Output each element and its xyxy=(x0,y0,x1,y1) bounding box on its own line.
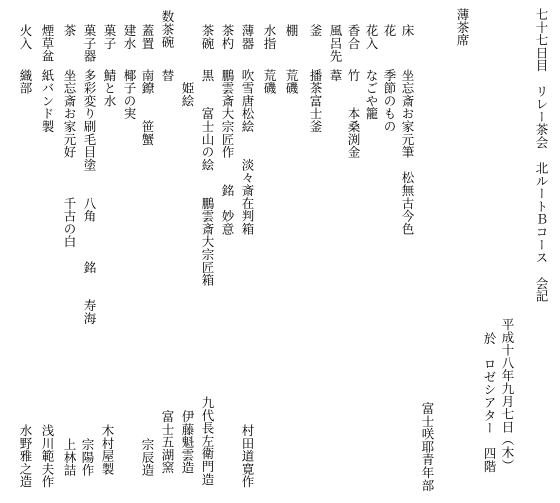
maker-text: 浅川範夫作 xyxy=(40,424,55,488)
item-detail: 播茶富士釜 xyxy=(308,56,323,133)
item-detail: 鯖と水 xyxy=(102,56,117,108)
maker-text: 宗辰造 xyxy=(140,438,155,477)
item-label: 茶碗 xyxy=(200,24,215,50)
item-label: 茶 xyxy=(62,24,77,37)
item-label: 火入 xyxy=(18,24,33,50)
item-label: 菓子器 xyxy=(82,24,97,63)
item-detail: 紙バンド製 xyxy=(40,56,55,133)
item-detail: 荒磯 xyxy=(262,56,277,95)
room-name: 薄茶席 xyxy=(455,8,470,47)
item-label: 薄器 xyxy=(240,24,255,50)
date-text: 平成十八年九月七日（木） xyxy=(500,318,515,472)
item-label: 蓋置 xyxy=(140,24,155,50)
item-label: 釜 xyxy=(308,24,323,37)
item-label: 煙草盆 xyxy=(40,24,55,63)
maker-text: 富士五湖窯 xyxy=(160,410,175,474)
item-label: 茶杓 xyxy=(220,24,235,50)
item-detail: 織部 xyxy=(18,56,33,95)
maker-text: 木村屋製 xyxy=(100,424,115,476)
maker-text: 宗陽作 xyxy=(80,438,95,477)
item-detail: なごや籠 xyxy=(364,56,379,120)
item-detail: 替 xyxy=(160,56,175,82)
item-label: 花 xyxy=(382,24,397,37)
item-label: 菓子 xyxy=(102,24,117,50)
maker-text: 伊藤魁雲造 xyxy=(180,410,195,474)
item-detail: 姫絵 xyxy=(180,56,195,108)
item-label: 床 xyxy=(400,24,415,37)
item-detail: 季節のもの xyxy=(382,56,397,133)
item-detail: 鵬雲斎大宗匠作 銘 妙意 xyxy=(220,56,235,236)
host-name: 富士咲耶青年部 xyxy=(420,402,435,492)
venue-text: 於 ロゼシアター 四階 xyxy=(482,332,497,473)
item-label: 建水 xyxy=(122,24,137,50)
maker-text: 村田道寛作 xyxy=(240,424,255,488)
item-detail: 坐忘斎お家元好 千古の白 xyxy=(62,56,77,248)
maker-text: 九代長左衛門造 xyxy=(200,396,215,486)
item-label: 風呂先 xyxy=(328,24,343,63)
maker-text: 水野雅之造 xyxy=(18,424,33,488)
document-title: 七十七日目 リレー茶会 北ルートＢコース 会記 xyxy=(534,8,549,303)
item-detail: 吹雪唐松絵 淡々斎在判箱 xyxy=(240,56,255,236)
item-detail: 多彩変り刷毛目塗 八角 銘 寿海 xyxy=(82,56,97,325)
item-label: 花入 xyxy=(364,24,379,50)
item-label: 水指 xyxy=(262,24,277,50)
item-label: 香合 xyxy=(346,24,361,50)
item-detail: 南鐐 笹蟹 xyxy=(140,56,155,146)
item-detail: 坐忘斎お家元筆 松無古今色 xyxy=(400,56,415,236)
item-detail: 竹 本桑渕金 xyxy=(346,56,361,159)
item-label: 棚 xyxy=(284,24,299,37)
item-detail: 椰子の実 xyxy=(122,56,137,120)
item-detail: 黒 富士山の絵 鵬雲斎大宗匠箱 xyxy=(200,56,215,287)
item-detail: 葦 xyxy=(328,56,343,82)
item-detail: 荒磯 xyxy=(284,56,299,95)
maker-text: 上林詰 xyxy=(62,438,77,477)
item-label: 数茶碗 xyxy=(160,10,175,49)
